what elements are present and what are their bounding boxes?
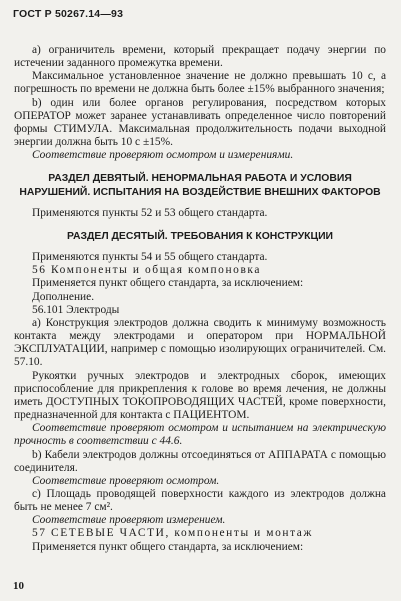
document-header: ГОСТ Р 50267.14—93 bbox=[13, 8, 124, 20]
paragraph: Соответствие проверяют осмотром. bbox=[32, 474, 220, 487]
subsection-heading: 57 СЕТЕВЫЕ ЧАСТИ, компоненты и монтаж bbox=[32, 527, 313, 540]
paragraph: Рукоятки ручных электродов и электродных сборок, имеющих приспособление для прикрепления к голове во время лечения, не должны иметь ДОСТУПНЫХ ТОКОПРОВОДЯЩИХ ЧАСТЕЙ, кроме поверхности, предназначенной для контакта с ПАЦИЕНТОМ. bbox=[14, 369, 386, 422]
paragraph: Применяется пункт общего стандарта, за исключением: bbox=[32, 277, 304, 290]
paragraph: Применяются пункты 52 и 53 общего стандарта. bbox=[32, 206, 268, 219]
paragraph: b) один или более органов регулирования, посредством которых ОПЕРАТОР может заранее устанавливать определенное число повторений формы СТИМУЛА. Максимальная продолжительность подачи выходной энергии должна быть 10 с ±15%. bbox=[14, 96, 386, 149]
paragraph: Максимальное установленное значение не должно превышать 10 с, а погрешность по времени не должна быть более ±15% выбранного значения; bbox=[14, 70, 386, 96]
section-heading: РАЗДЕЛ ДЕВЯТЫЙ. НЕНОРМАЛЬНАЯ РАБОТА И УСЛОВИЯ НАРУШЕНИЙ. ИСПЫТАНИЯ НА ВОЗДЕЙСТВИЕ ВНЕШНИХ ФАКТОРОВ bbox=[19, 173, 381, 198]
paragraph: Соответствие проверяют измерением. bbox=[32, 514, 226, 527]
paragraph: Дополнение. bbox=[32, 290, 95, 303]
document-body bbox=[14, 44, 386, 554]
paragraph: Применяются пункты 54 и 55 общего стандарта. bbox=[32, 251, 268, 264]
subsection-heading: 56 Компоненты и общая компоновка bbox=[32, 264, 262, 277]
paragraph: Соответствие проверяют осмотром и испытанием на электрическую прочность в соответствии с 44.6. bbox=[14, 422, 386, 448]
paragraph: с) Площадь проводящей поверхности каждого из электродов должна быть не менее 7 см². bbox=[14, 487, 386, 514]
paragraph: b) Кабели электродов должны отсоединяться от АППАРАТА с помощью соединителя. bbox=[14, 448, 386, 474]
section-heading: РАЗДЕЛ ДЕСЯТЫЙ. ТРЕБОВАНИЯ К КОНСТРУКЦИИ bbox=[66, 230, 334, 242]
subsection-heading: 56.101 Электроды bbox=[32, 303, 120, 316]
paragraph: а) ограничитель времени, который прекращает подачу энергии по истечении заданного промежутка времени. bbox=[14, 44, 386, 70]
paragraph: Применяется пункт общего стандарта, за исключением: bbox=[32, 540, 304, 553]
page-number: 10 bbox=[13, 580, 24, 592]
paragraph: а) Конструкция электродов должна сводить к минимуму возможность контакта между электродами и оператором при НОРМАЛЬНОЙ ЭКСПЛУАТАЦИИ, например с помощью изолирующих ограничителей. См. 57.10. bbox=[14, 316, 386, 369]
paragraph: Соответствие проверяют осмотром и измерениями. bbox=[32, 149, 294, 162]
